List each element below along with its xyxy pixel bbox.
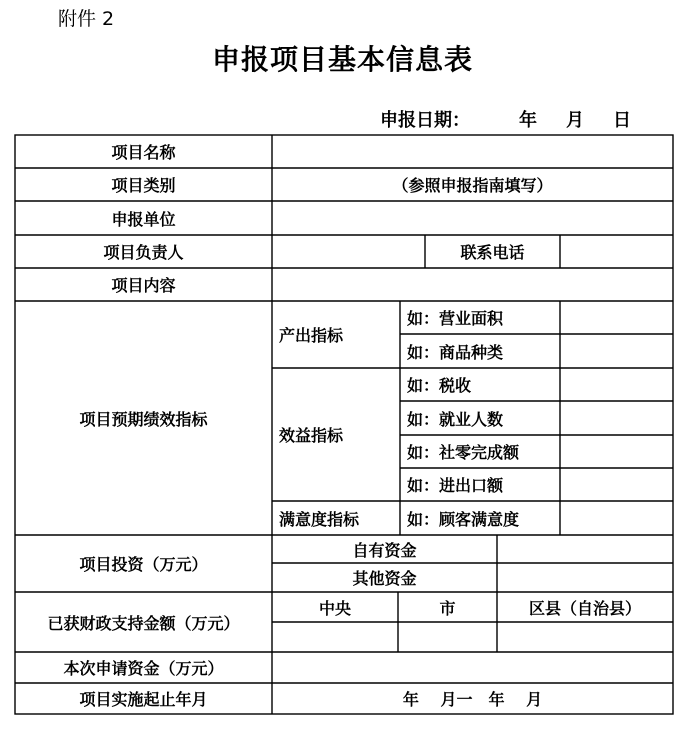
label-investment: 项目投资（万元） <box>79 555 208 574</box>
page-title: 申报项目基本信息表 <box>211 43 473 76</box>
label-output-indicators: 产出指标 <box>279 326 344 345</box>
label-performance-indicators: 项目预期绩效指标 <box>79 409 208 429</box>
attachment-label: 附件 2 <box>58 8 115 30</box>
output-item: 如：商品种类 <box>407 342 504 362</box>
label-applied-funds: 本次申请资金（万元） <box>63 659 224 678</box>
field-district[interactable] <box>497 622 673 652</box>
field-applicant-unit[interactable] <box>272 201 673 235</box>
label-other-funds: 其他资金 <box>352 569 417 588</box>
field-applied-funds[interactable] <box>272 652 673 683</box>
label-applicant-unit: 申报单位 <box>111 209 176 229</box>
label-city: 市 <box>439 598 456 618</box>
field-benefit-value[interactable] <box>560 401 673 435</box>
label-project-content: 项目内容 <box>111 276 176 295</box>
field-benefit-value[interactable] <box>560 368 673 401</box>
field-other-funds[interactable] <box>497 563 673 592</box>
field-satisfaction-value[interactable] <box>560 501 673 535</box>
label-project-leader: 项目负责人 <box>103 243 184 262</box>
field-own-funds[interactable] <box>497 535 673 563</box>
field-benefit-value[interactable] <box>560 468 673 501</box>
label-project-name: 项目名称 <box>111 143 176 162</box>
benefit-item: 如：社零完成额 <box>407 443 520 462</box>
field-project-content[interactable] <box>272 268 673 301</box>
benefit-item: 如：税收 <box>407 376 472 395</box>
label-central: 中央 <box>318 598 351 618</box>
field-output-value[interactable] <box>560 301 673 334</box>
field-project-leader[interactable] <box>272 235 425 268</box>
field-project-type-note[interactable]: （参照申报指南填写） <box>392 176 553 195</box>
field-central[interactable] <box>272 622 398 652</box>
field-output-value[interactable] <box>560 334 673 368</box>
date-year: 年 <box>519 110 537 131</box>
label-district: 区县（自治县） <box>528 598 641 618</box>
label-own-funds: 自有资金 <box>352 540 417 560</box>
field-project-name[interactable] <box>272 135 673 168</box>
label-contact-phone: 联系电话 <box>460 243 525 262</box>
benefit-item: 如：就业人数 <box>407 409 504 429</box>
field-contact-phone[interactable] <box>560 235 673 268</box>
satisfaction-item: 如：顾客满意度 <box>407 509 520 529</box>
label-project-type: 项目类别 <box>111 176 176 195</box>
output-item: 如：营业面积 <box>407 309 504 328</box>
label-fiscal-support: 已获财政支持金额（万元） <box>47 613 240 633</box>
date-month: 月 <box>566 110 584 131</box>
field-benefit-value[interactable] <box>560 435 673 468</box>
label-satisfaction-indicators: 满意度指标 <box>279 509 360 529</box>
field-implementation-period[interactable]: 年 月一 年 月 <box>402 690 543 709</box>
label-implementation-period: 项目实施起止年月 <box>79 690 208 709</box>
field-city[interactable] <box>398 622 497 652</box>
date-day: 日 <box>613 110 631 131</box>
benefit-item: 如：进出口额 <box>407 476 504 495</box>
label-benefit-indicators: 效益指标 <box>279 426 344 445</box>
date-label: 申报日期： <box>380 110 470 131</box>
